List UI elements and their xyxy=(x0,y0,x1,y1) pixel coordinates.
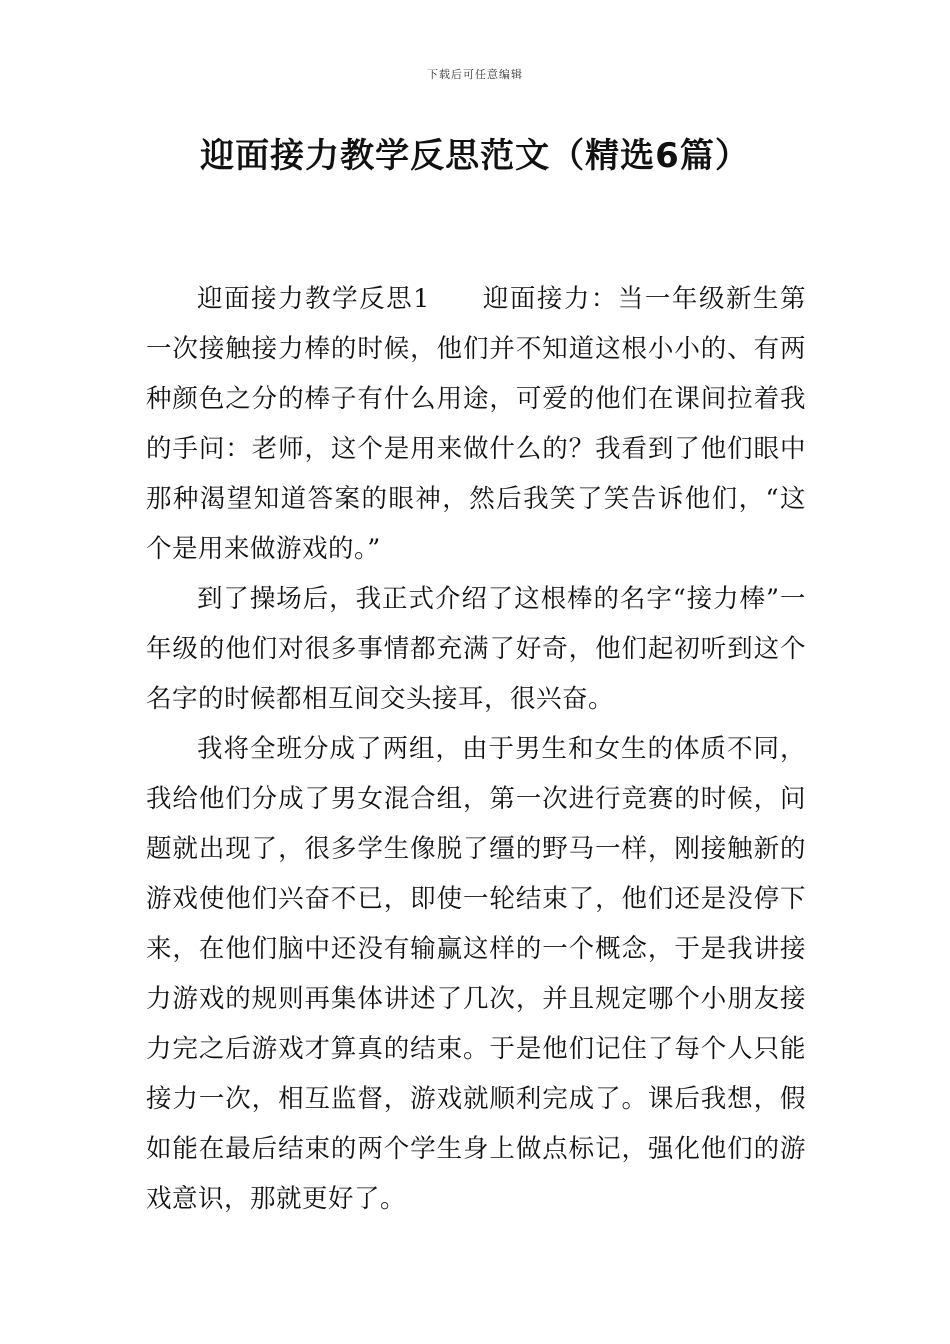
paragraph-3: 我将全班分成了两组，由于男生和女生的体质不同，我给他们分成了男女混合组，第一次进行竞赛的时候，问题就出现了，很多学生像脱了缰的野马一样，刚接触新的游戏使他们兴奋不已，即使一轮结束了，他们还是没停下来，在他们脑中还没有输赢这样的一个概念，于是我讲接力游戏的规则再集体讲述了几次，并且规定哪个小朋友接力完之后游戏才算真的结束。于是他们记住了每个人只能接力一次，相互监督，游戏就顺利完成了。课后我想，假如能在最后结束的两个学生身上做点标记，强化他们的游戏意识，那就更好了。 xyxy=(146,734,806,1214)
document-body xyxy=(146,274,806,1224)
header-note: 下载后可任意编辑 xyxy=(427,68,523,81)
paragraph-1-text: 迎面接力：当一年级新生第一次接触接力棒的时候，他们并不知道这根小小的、有两种颜色之分的棒子有什么用途，可爱的他们在课间拉着我的手问：老师，这个是用来做什么的？我看到了他们眼中那种渴望知道答案的眼神，然后我笑了笑告诉他们，“这个是用来做游戏的。” xyxy=(146,284,806,564)
section-heading: 迎面接力教学反思1 xyxy=(197,284,430,314)
paragraph-1 xyxy=(146,274,806,574)
document-title: 迎面接力教学反思范文（精选6篇） xyxy=(200,136,750,176)
paragraph-2: 到了操场后，我正式介绍了这根棒的名字“接力棒”一年级的他们对很多事情都充满了好奇，他们起初听到这个名字的时候都相互间交头接耳，很兴奋。 xyxy=(146,584,806,714)
